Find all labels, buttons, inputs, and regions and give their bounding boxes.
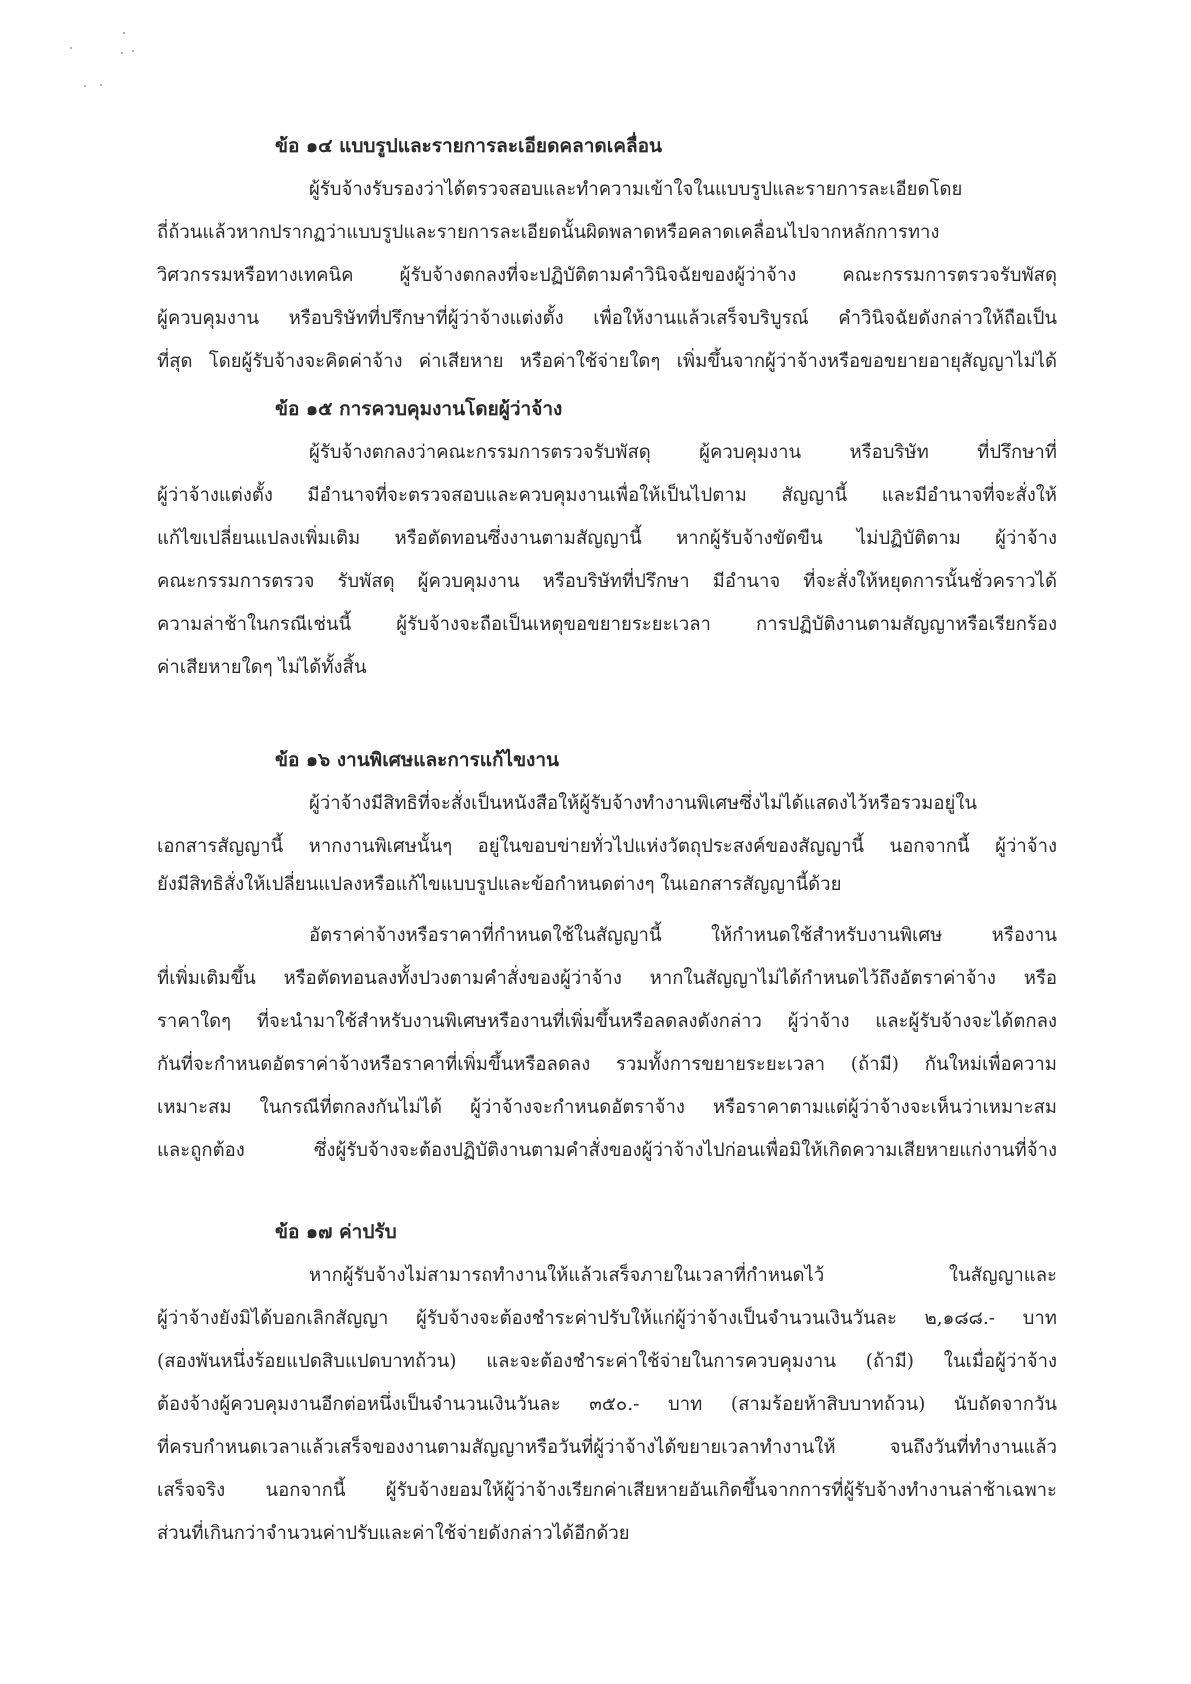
text-line: หากผู้รับจ้างไม่สามารถทำงานให้แล้วเสร็จภายในเวลาที่กำหนดไว้ ในสัญญาและ — [309, 1265, 1057, 1286]
text-line: ผู้รับจ้างรับรองว่าได้ตรวจสอบและทำความเข้าใจในแบบรูปและรายการละเอียดโดย — [309, 179, 963, 200]
text-line: ที่ครบกำหนดเวลาแล้วเสร็จของงานตามสัญญาหรือวันที่ผู้ว่าจ้างได้ขยายเวลาทำงานให้ จนถึงวันที่ทำงานแล้ว — [157, 1437, 1057, 1458]
text-line: ส่วนที่เกินกว่าจำนวนค่าปรับและค่าใช้จ่ายดังกล่าวได้อีกด้วย — [157, 1523, 630, 1544]
clause-14 — [157, 133, 1057, 383]
clause-17-heading: ข้อ ๑๗ ค่าปรับ — [275, 1221, 397, 1243]
clause-15-heading: ข้อ ๑๕ การควบคุมงานโดยผู้ว่าจ้าง — [275, 398, 563, 420]
text-line: ผู้ว่าจ้างแต่งตั้ง มีอำนาจที่จะตรวจสอบและควบคุมงานเพื่อให้เป็นไปตาม สัญญานี้ และมีอำนาจที่จะสั่งให้ — [157, 485, 1057, 506]
text-line: ที่เพิ่มเติมขึ้น หรือตัดทอนลงทั้งปวงตามคำสั่งของผู้ว่าจ้าง หากในสัญญาไม่ได้กำหนดไว้ถึงอัตราค่าจ้าง หรือ — [157, 968, 1057, 989]
text-line: คณะกรรมการตรวจ รับพัสดุ ผู้ควบคุมงาน หรือบริษัทที่ปรึกษา มีอำนาจ ที่จะสั่งให้หยุดการนั้นชั่วคราวได้ — [157, 571, 1057, 592]
clause-16-paragraph-1 — [157, 782, 1057, 902]
clause-17-paragraph — [157, 1254, 1057, 1555]
text-line: ยังมีสิทธิสั่งให้เปลี่ยนแปลงหรือแก้ไขแบบรูปและข้อกำหนดต่างๆ ในเอกสารสัญญานี้ด้วย — [157, 874, 842, 895]
text-line: ผู้ว่าจ้างยังมิได้บอกเลิกสัญญา ผู้รับจ้างจะต้องชำระค่าปรับให้แก่ผู้ว่าจ้างเป็นจำนวนเงินวันละ ๒,๑๘๘.- บาท — [157, 1308, 1057, 1329]
text-line: ราคาใดๆ ที่จะนำมาใช้สำหรับงานพิเศษหรืองานที่เพิ่มขึ้นหรือลดลงดังกล่าว ผู้ว่าจ้าง และผู้รับจ้างจะได้ตกลง — [157, 1011, 1057, 1032]
clause-16 — [157, 747, 1057, 1172]
text-line: ความล่าช้าในกรณีเช่นนี้ ผู้รับจ้างจะถือเป็นเหตุขอขยายระยะเวลา การปฏิบัติงานตามสัญญาหรือเรียกร้อง — [157, 614, 1057, 635]
clause-14-heading: ข้อ ๑๔ แบบรูปและรายการละเอียดคลาดเคลื่อน — [275, 135, 663, 157]
text-line: วิศวกรรมหรือทางเทคนิค ผู้รับจ้างตกลงที่จะปฏิบัติตามคำวินิจฉัยของผู้ว่าจ้าง คณะกรรมการตรวจรับพัสดุ — [157, 265, 1057, 286]
text-line: ผู้ว่าจ้างมีสิทธิที่จะสั่งเป็นหนังสือให้ผู้รับจ้างทำงานพิเศษซึ่งไม่ได้แสดงไว้หรือรวมอยู่ใน — [309, 793, 978, 814]
text-line: เอกสารสัญญานี้ หากงานพิเศษนั้นๆ อยู่ในขอบข่ายทั่วไปแห่งวัตถุประสงค์ของสัญญานี้ นอกจากนี้ ผู้ว่าจ้าง — [157, 836, 1057, 857]
text-line: ต้องจ้างผู้ควบคุมงานอีกต่อหนึ่งเป็นจำนวนเงินวันละ ๓๕๐.- บาท (สามร้อยห้าสิบบาทถ้วน) นับถัดจากวัน — [157, 1394, 1057, 1415]
text-line: ค่าเสียหายใดๆ ไม่ได้ทั้งสิ้น — [157, 657, 367, 678]
text-line: กันที่จะกำหนดอัตราค่าจ้างหรือราคาที่เพิ่มขึ้นหรือลดลง รวมทั้งการขยายระยะเวลา (ถ้ามี) กันใหม่เพื่อความ — [157, 1054, 1057, 1075]
text-line: ผู้ควบคุมงาน หรือบริษัทที่ปรึกษาที่ผู้ว่าจ้างแต่งตั้ง เพื่อให้งานแล้วเสร็จบริบูรณ์ คำวินิจฉัยดังกล่าวให้ถือเป็น — [157, 308, 1057, 329]
text-line: อัตราค่าจ้างหรือราคาที่กำหนดใช้ในสัญญานี้ ให้กำหนดใช้สำหรับงานพิเศษ หรืองาน — [309, 925, 1057, 946]
clause-14-paragraph — [157, 168, 1057, 383]
text-line: เหมาะสม ในกรณีที่ตกลงกันไม่ได้ ผู้ว่าจ้างจะกำหนดอัตราจ้าง หรือราคาตามแต่ผู้ว่าจ้างจะเห็นว่าเหมาะสม — [157, 1097, 1057, 1118]
clause-16-paragraph-2 — [157, 914, 1057, 1172]
text-line: ผู้รับจ้างตกลงว่าคณะกรรมการตรวจรับพัสดุ ผู้ควบคุมงาน หรือบริษัท ที่ปรึกษาที่ — [309, 442, 1057, 463]
text-line: และถูกต้อง ซึ่งผู้รับจ้างจะต้องปฏิบัติงานตามคำสั่งของผู้ว่าจ้างไปก่อนเพื่อมิให้เกิดความเสียหายแก่งานที่จ้าง — [157, 1140, 1057, 1161]
clause-15-paragraph — [157, 431, 1057, 689]
text-line: ที่สุด โดยผู้รับจ้างจะคิดค่าจ้าง ค่าเสียหาย หรือค่าใช้จ่ายใดๆ เพิ่มขึ้นจากผู้ว่าจ้างหรือขอขยายอายุสัญญาไม่ได้ — [157, 351, 1057, 372]
text-line: ถี่ถ้วนแล้วหากปรากฏว่าแบบรูปและรายการละเอียดนั้นผิดพลาดหรือคลาดเคลื่อนไปจากหลักการทาง — [157, 222, 940, 243]
clause-16-heading: ข้อ ๑๖ งานพิเศษและการแก้ไขงาน — [275, 749, 559, 771]
text-line: (สองพันหนึ่งร้อยแปดสิบแปดบาทถ้วน) และจะต้องชำระค่าใช้จ่ายในการควบคุมงาน (ถ้ามี) ในเมื่อผู้ว่าจ้าง — [157, 1351, 1057, 1372]
text-line: เสร็จจริง นอกจากนี้ ผู้รับจ้างยอมให้ผู้ว่าจ้างเรียกค่าเสียหายอันเกิดขึ้นจากการที่ผู้รับจ้างทำงานล่าช้าเฉพาะ — [157, 1480, 1057, 1501]
clause-15 — [157, 396, 1057, 689]
clause-17 — [157, 1219, 1057, 1555]
text-line: แก้ไขเปลี่ยนแปลงเพิ่มเติม หรือตัดทอนซึ่งงานตามสัญญานี้ หากผู้รับจ้างขัดขืน ไม่ปฏิบัติตาม ผู้ว่าจ้าง — [157, 528, 1057, 549]
